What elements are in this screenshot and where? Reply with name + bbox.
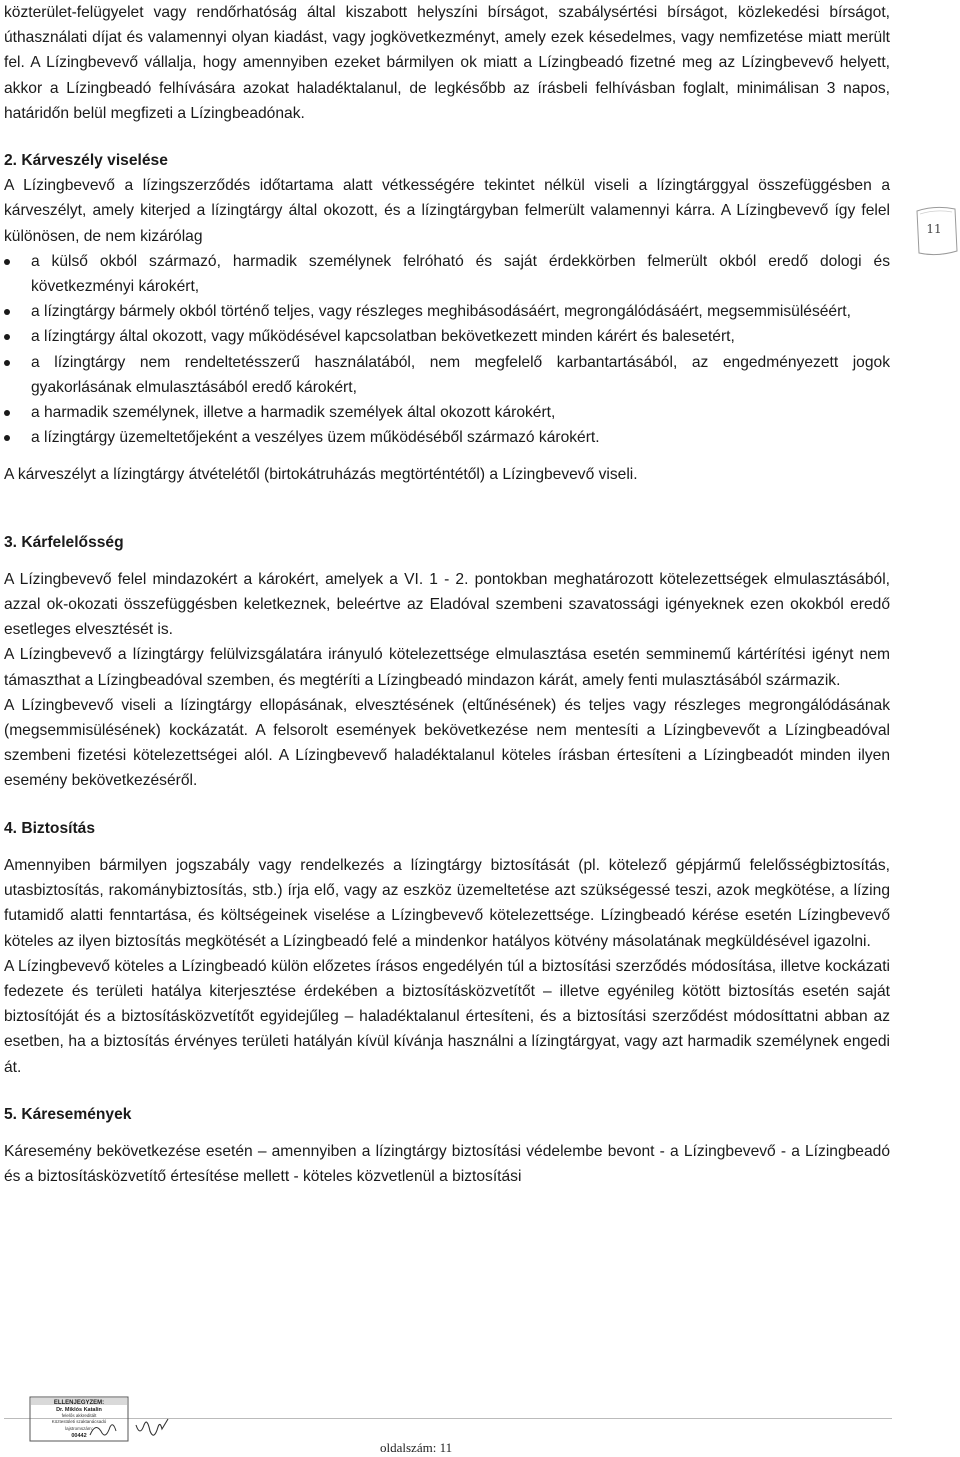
- spacer: [4, 126, 890, 148]
- section-4-paragraph-2: A Lízingbevevő köteles a Lízingbeadó külön előzetes írásos engedélyén túl a biztosítási szerződés módosítása, illetve kockázati fedezete és területi hatálya kiterjesztése érdekében a biztosításközvetítőt – illetve egyénileg kötött biztosítás esetén saját biztosítóját és a biztosításközvetítőt egyidejűleg – haladéktalanul értesíteni, és a biztosítási szerződést módosíttatni abban az esetben, ha a biztosítás érvényes területi hatályán kívül kívánja használni a lízingtárgyat, vagy azt harmadik személynek engedi át.: [4, 957, 890, 1076]
- spacer: [4, 555, 890, 567]
- spacer: [4, 841, 890, 853]
- spacer: [4, 794, 890, 816]
- list-item: [4, 400, 890, 425]
- side-page-number: 11: [926, 222, 942, 236]
- list-item-text: a lízingtárgy bármely okból történő teljes, vagy részleges meghibásodásáért, megrongálódásáért, megsemmisüléséért,: [31, 303, 851, 321]
- stamp-image: [28, 1395, 188, 1443]
- section-3-title: 3. Kárfelelősség: [4, 533, 124, 551]
- svg-text:Dr. Miklós Katalin: Dr. Miklós Katalin: [56, 1407, 102, 1413]
- list-item-text: a lízingtárgy által okozott, vagy működésével kapcsolatban bekövetkezett minden kárért és balesetért,: [31, 328, 735, 346]
- svg-text:00442: 00442: [71, 1433, 87, 1439]
- svg-text:felelős akkreditált: felelős akkreditált: [61, 1413, 97, 1418]
- section-3-paragraph-1: A Lízingbevevő felel mindazokért a károkért, amelyek a VI. 1 - 2. pontokban meghatározott kötelezettségek elmulasztásából, azzal ok-okozati összefüggésben keletkeznek, beleértve az Eladóval szembeni szavatossági igényeknek ezen okokból eredő esetleges elvesztését is.: [4, 570, 890, 639]
- spacer: [4, 1080, 890, 1102]
- list-item-text: a lízingtárgy nem rendeltetésszerű használatából, nem megfelelő karbantartásából, az engedményezett jogok gyakorlásának elmulasztásából eredő károkért,: [31, 353, 890, 396]
- section-3-paragraph-3: A Lízingbevevő viseli a lízingtárgy ellopásának, elvesztésének (eltűnésének) és teljes vagy részleges megrongálódásának (megsemmisülésének) kockázatát. A felsorolt események bekövetkezése nem mentesíti a Lízingbevevőt a Lízingbeadóval szembeni fizetési kötelezettségei alól. A Lízingbevevő haladéktalanul köteles írásban értesíteni a Lízingbeadót minden ilyen esemény bekövetkezéséről.: [4, 696, 890, 790]
- list-item: [4, 299, 890, 324]
- section-4-title: 4. Biztosítás: [4, 819, 95, 837]
- section-5-title: 5. Káresemények: [4, 1105, 132, 1123]
- spacer: [4, 450, 890, 462]
- intro-paragraph: közterület-felügyelet vagy rendőrhatóság által kiszabott helyszíni bírságot, szabálysértési bírságot, közlekedési bírságot, úthasználati díjat és valamennyi olyan kiadást, vagy jogkövetkezményt, amely ezek késedelmes, vagy nemfizetése miatt merült fel. A Lízingbevevő vállalja, hogy amennyiben ezeket bármilyen ok miatt a Lízingbeadó fizetné meg az Lízingbevevő helyett, akkor a Lízingbeadó felhívására azokat haladéktalanul, de legkésőbb az írásbeli felhívásban foglalt, minimálisan 3 napos, határidőn belül megfizeti a Lízingbeadónak.: [4, 4, 890, 122]
- section-2-title: 2. Kárveszély viselése: [4, 152, 168, 170]
- section-3-paragraph-2: A Lízingbevevő a lízingtárgy felülvizsgálatára irányuló kötelezettsége elmulasztása esetén semminemű kártérítési igényt nem támaszthat a Lízingbeadóval szemben, és megtéríti a Lízingbeadó mindazon kárát, amely fenti mulasztásából származik.: [4, 646, 890, 689]
- bullet-icon: [4, 334, 10, 340]
- list-item: [4, 249, 890, 299]
- list-item-text: a külső okból származó, harmadik személynek felróható és saját érdekkörben felmerült okból eredő dologi és következményi károkért,: [31, 252, 890, 296]
- section-5-paragraph: Káresemény bekövetkezése esetén – amennyiben a lízingtárgy biztosítási védelembe bevont - a Lízingbevevő - a Lízingbeadó és a biztosításközvetítő értesítése mellett - köteles közvetlenül a biztosítási: [4, 1142, 890, 1186]
- list-item: [4, 350, 890, 400]
- section-2-paragraph: A Lízingbevevő a lízingszerződés időtartama alatt vétkességére tekintet nélkül viseli a lízingtárggyal összefüggésben a kárveszélyt, amely kiterjed a lízingtárgy által okozott, és a lízingtárgyban felmerült valamennyi kárra. A Lízingbevevő így felel különösen, de nem kizárólag: [4, 177, 890, 245]
- section-2-closing: A kárveszélyt a lízingtárgy átvételétől (birtokátruházás megtörténtétől) a Lízingbevevő viseli.: [4, 466, 638, 484]
- svg-text:lajstromszám:: lajstromszám:: [65, 1426, 93, 1431]
- section-4-paragraph-1: Amennyiben bármilyen jogszabály vagy rendelkezés a lízingtárgy biztosítását (pl. kötelező gépjármű felelősségbiztosítás, utasbiztosítás, rakománybiztosítás, stb.) írja elő, vagy az eszköz üzemeltetése azt szükségessé teszi, azok megkötése, a lízing futamidő alatti fenntartása, és költségeinek viselése a Lízingbevevő kötelezettsége. Lízingbeadó kérése esetén Lízingbevevő köteles az ilyen biztosítás megkötését a Lízingbeadó felé a mindenkor hatályos kötvény másolatának megküldésével igazolni.: [4, 856, 890, 950]
- svg-text:ELLENJEGYZEM:: ELLENJEGYZEM:: [53, 1400, 105, 1406]
- spacer: [4, 488, 890, 530]
- footer-page-number: oldalszám: 11: [380, 1440, 453, 1455]
- list-item: [4, 425, 890, 450]
- list-item: [4, 324, 890, 349]
- bullet-icon: [4, 410, 10, 416]
- countersign-stamp: [28, 1395, 188, 1443]
- bullet-icon: [4, 259, 10, 265]
- bullet-icon: [4, 360, 10, 366]
- list-item-text: a harmadik személynek, illetve a harmadik személyek által okozott károkért,: [31, 404, 556, 422]
- section-2-bullet-list: [4, 249, 890, 451]
- svg-text:Köztestületi szaktanácsadó: Köztestületi szaktanácsadó: [51, 1419, 107, 1424]
- bullet-icon: [4, 309, 10, 315]
- bullet-icon: [4, 435, 10, 441]
- page-content: [4, 0, 890, 1189]
- side-page-badge: [915, 205, 959, 257]
- spacer: [4, 1127, 890, 1139]
- list-item-text: a lízingtárgy üzemeltetőjeként a veszélyes üzem működéséből származó károkért.: [31, 429, 600, 447]
